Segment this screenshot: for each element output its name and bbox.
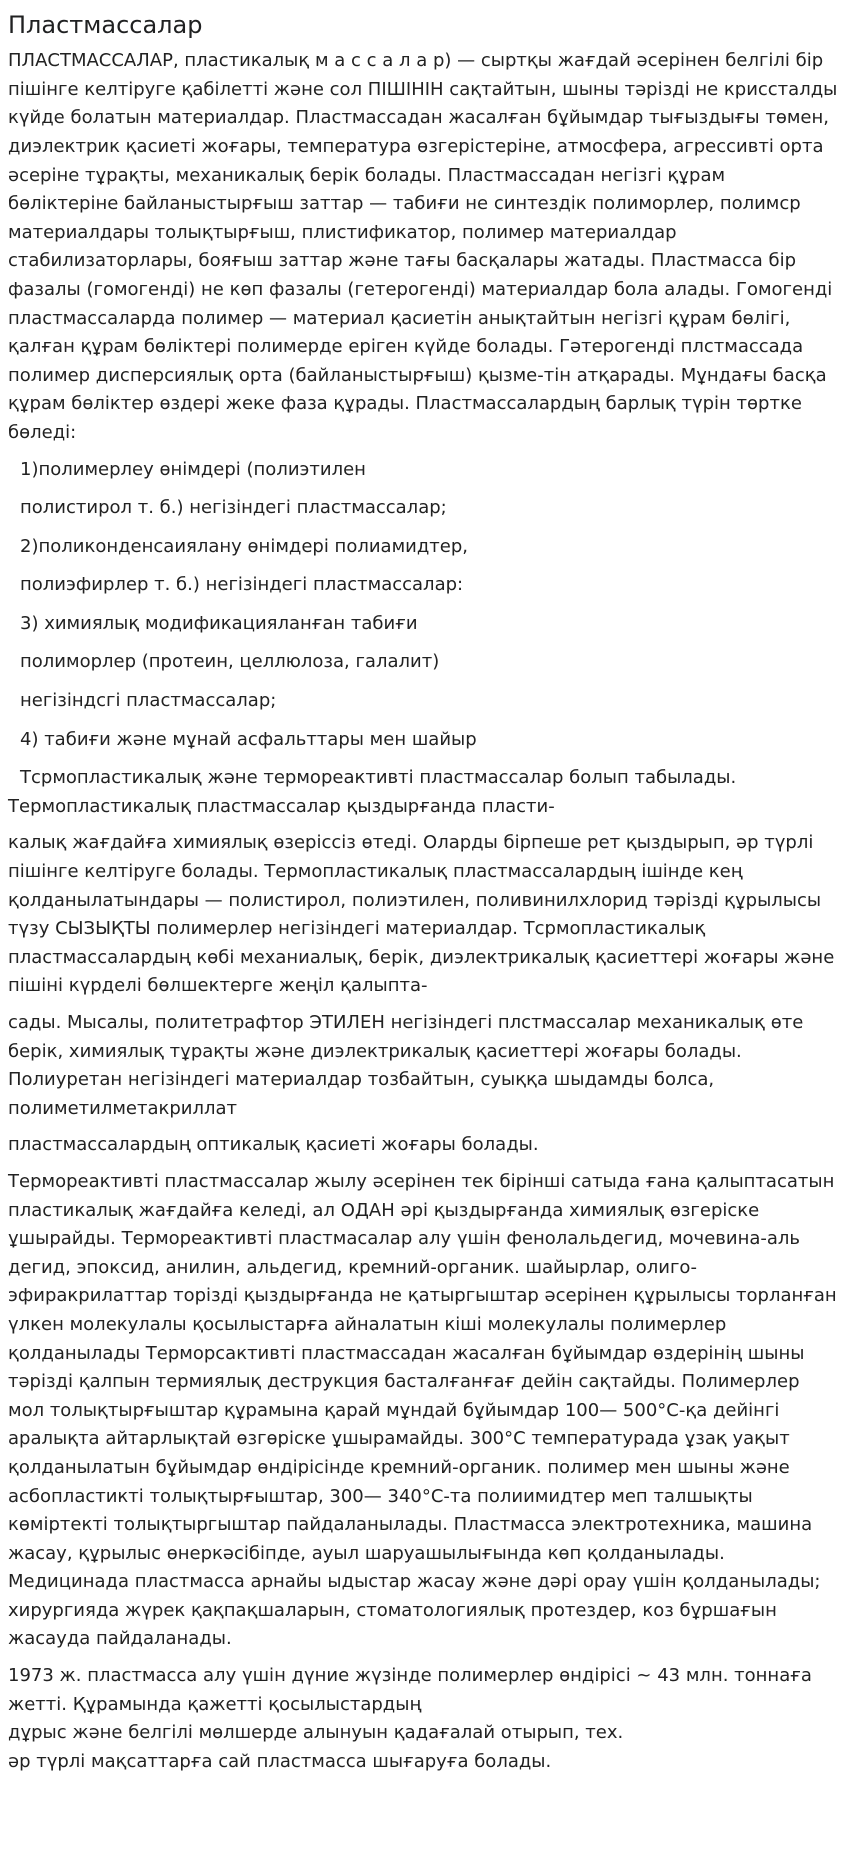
list-item: полиморлер (протеин, целлюлоза, галалит) — [20, 651, 440, 673]
paragraph-thermoset: Термореактивті пластмассалар жылу әсерінен тек бірінші сатыда ғана қалыптасатын пластикалық жағдайға келеді, ал ОДАН әрі қыздырғанда химиялық өзгеріске ұшырайды. Термореактивті пластмасалар алу үшін фенолальдегид, мочевина-аль дегид, эпоксид, анилин, альдегид, кремний-органик. шайырлар, олиго-эфиракрилаттар торізді қыздырғанда не қатыргыштар әсерінен құрылысы торланған үлкен молекулалы қосылыстарға айналатын кіші молекулалы полимерлер қолданылады Терморсактивті пластмассадан жасалған бұйымдар өздерінің шыны тәрізді қалпын термиялық деструкция басталғанғағ дейін сақтайды. Полимерлер мол толықтырғыштар құрамына қарай мұндай бұйымдар 100— 500°С-қа дейінгі аралықта айтарлықтай өзгөріске ұшырамайды. 300°С температурада ұзақ уақыт қолданылатын бұйымдар өндірісінде кремний-органик. полимер мен шыны және асбопластикті толықтырғыштар, 300— 340°С-та полиимидтер меп талшықты көміртекті толықтыргыштар пайдаланылады. Пластмасса электротехника, машина жасау, құрылыс өнеркәсібіпде, ауыл шаруашылығында көп қолданылады. Медицинада пластмасса арнайы ыдыстар жасау және дәрі орау үшін қолданылады; хирургияда жүрек қақпақшаларын, стоматологиялық протездер, коз бұршағын жасауда пайдаланады. — [8, 1170, 837, 1650]
paragraph-intro: ПЛАСТМАССАЛАР, пластикалық м а с с а л а р) — сыртқы жағдай әсерінен белгілі бір пішінге келтіруге қабілетті және сол ПІШІНІН сақтайтын, шыны тәрізді не криссталды күйде болатын материалдар. Пластмассадан жасалған бұйымдар тығыздығы төмен, диэлектрик қасиеті жоғары, температура өзгерістеріне, атмосфера, агрессивті орта әсеріне тұрақты, механикалық берік болады. Пластмассадан негізгі құрам бөліктеріне байланыстырғыш заттар — табиғи не синтездік полиморлер, полимср материалдары толықтырғыш, плистификатор, полимер материалдар стабилизаторлары, бояғыш заттар және тағы басқалары жатады. Пластмасса бір фазалы (гомогенді) не көп фазалы (гетерогенді) материалдар бола алады. Гомогенді пластмассаларда полимер — материал қасиетін анықтайтын негізгі құрам бөлігі, қалған құрам бөліктері полимерде еріген күйде болады. Гәтерогенді плстмассада полимер дисперсиялық орта (байланыстырғыш) қызме-тін атқарады. Мұндағы басқа құрам бөліктер өздері жеке фаза құрады. Пластмассалардың барлық түрін төртке бөледі: — [8, 50, 838, 443]
paragraph-thermoplastic: калық жағдайға химиялық өзеріссіз өтеді. Оларды бірпеше рет қыздырып, әр түрлі пішінге келтіруге болады. Термопластикалық пластмассалардың ішінде кең қолданылатындары — полистирол, полиэтилен, поливинилхлорид тәрізді құрылысы түзу СЫЗЫҚТЫ полимерлер негізіндегі материалдар. Тсрмопластикалық пластмассалардың көбі механиалық, берік, диэлектрикалық қасиеттері жоғары және пішіні күрделі бөлшектерге жеңіл қалыпта- — [8, 832, 835, 997]
list-item: 1)полимерлеу өнімдері (полиэтилен — [20, 458, 366, 480]
list-item: негізіндсгі пластмассалар; — [20, 690, 277, 712]
paragraph-thermoplastic-intro: Тсрмопластикалық және термореактивті пластмассалар болып табылады. Термопластикалық пластмассалар қыздырғанда пласти- — [8, 767, 737, 817]
list-item: полистирол т. б.) негізіндегі пластмассалар; — [20, 497, 447, 519]
paragraph-thermoplastic-examples: сады. Мысалы, политетрафтор ЭТИЛЕН негізіндегі плстмассалар механикалық өте берік, химиялық тұрақты және диэлектрикалық қасиеттері жоғары болады. Полиуретан негізіндегі материалдар тозбайтын, суыққа шыдамды болса, полиметилметакриллат — [8, 1012, 804, 1119]
list-item: 4) табиғи және мұнай асфальттары мен шайыр — [20, 728, 477, 750]
paragraph-optical: пластмассалардың оптикалық қасиеті жоғары болады. — [8, 1134, 539, 1156]
page-title: Пластмассалар — [8, 11, 203, 39]
list-item: 2)поликонденсаиялану өнімдері полиамидтер, — [20, 535, 469, 557]
paragraph-production-line2: дұрыс және белгілі мөлшерде алынуын қадағалай отырып, тех. — [8, 1722, 624, 1744]
paragraph-production-line3: әр түрлі мақсаттарға сай пластмасса шығаруға болады. — [8, 1750, 552, 1772]
list-item: полиэфирлер т. б.) негізіндегі пластмассалар: — [20, 574, 464, 596]
list-item: 3) химиялық модификацияланған табиғи — [20, 612, 418, 634]
paragraph-production-line1: 1973 ж. пластмасса алу үшін дүние жүзінде полимерлер өндірісі ~ 43 млн. тоннаға жетті. Құрамында қажетті қосылыстардың — [8, 1665, 812, 1715]
